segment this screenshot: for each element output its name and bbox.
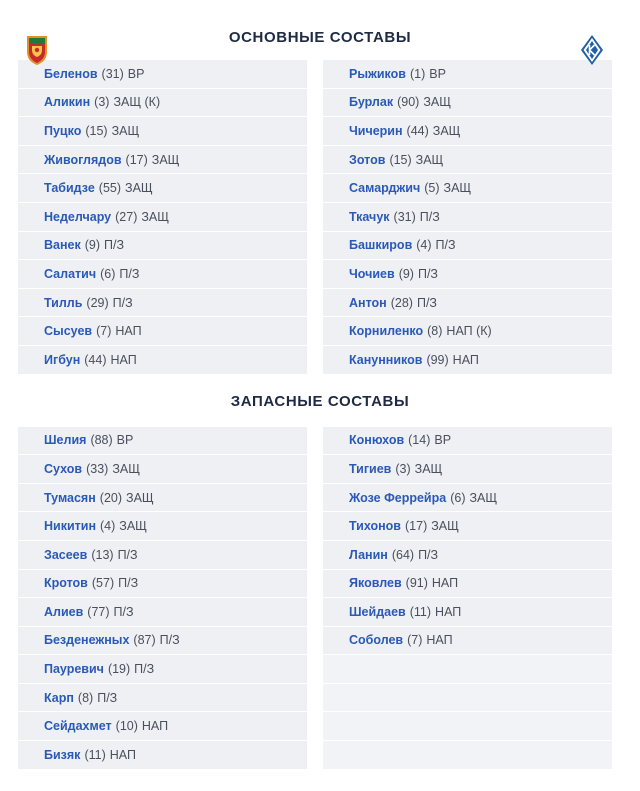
player-number: (8) (427, 324, 443, 339)
player-name-link[interactable]: Рыжиков (349, 66, 406, 81)
player-number: (91) (405, 576, 428, 591)
player-number: (44) (84, 352, 107, 367)
player-name-link[interactable]: Тихонов (349, 519, 401, 534)
subs-lineups-header (0, 377, 640, 427)
player-row (323, 541, 612, 569)
player-name-link[interactable]: Безденежных (44, 633, 130, 648)
player-number: (15) (389, 152, 412, 167)
player-row (18, 741, 307, 769)
player-number: (13) (91, 547, 114, 562)
player-name-link[interactable]: Тумасян (44, 490, 96, 505)
player-name-link[interactable]: Шейдаев (349, 604, 406, 619)
player-number: (8) (77, 690, 94, 705)
player-name-link[interactable]: Шелия (44, 433, 87, 448)
player-position: НАП (452, 352, 479, 367)
player-number: (4) (100, 519, 116, 534)
player-name-link[interactable]: Самарджич (349, 181, 421, 196)
player-position: ЗАЩ (К) (113, 95, 161, 110)
player-position: П/З (419, 209, 440, 224)
player-number: (11) (84, 747, 106, 762)
player-row (323, 146, 612, 174)
player-number: (3) (395, 461, 411, 476)
player-position: ЗАЩ (414, 461, 443, 476)
player-name-link[interactable]: Сысуев (44, 324, 93, 339)
player-position: ЗАЩ (141, 209, 169, 224)
player-number: (33) (86, 461, 109, 476)
player-number: (5) (424, 181, 440, 196)
player-row (18, 541, 307, 569)
player-name-link[interactable]: Тилль (44, 295, 83, 310)
player-number: (6) (450, 490, 466, 505)
player-number: (19) (107, 662, 131, 677)
player-position: НАП (435, 604, 462, 619)
player-row (323, 598, 612, 626)
player-position: ЗАЩ (112, 461, 140, 476)
player-row (323, 455, 612, 483)
player-row (323, 484, 612, 512)
player-position: ЗАЩ (415, 152, 444, 167)
player-position: ЗАЩ (151, 152, 180, 167)
player-name-link[interactable]: Антон (349, 295, 387, 310)
player-number: (9) (398, 266, 414, 281)
player-name-link[interactable]: Бурлак (349, 95, 394, 110)
player-number: (14) (408, 433, 431, 448)
player-position: ЗАЩ (431, 519, 459, 534)
player-position: ЗАЩ (111, 123, 140, 138)
player-number: (17) (125, 152, 148, 167)
player-position: НАП (110, 352, 137, 367)
player-number: (44) (406, 123, 429, 138)
subs-lineups-title: ЗАПАСНЫЕ СОСТАВЫ (230, 393, 410, 411)
player-number: (31) (101, 66, 124, 81)
away-subs-list (323, 427, 612, 770)
player-number: (31) (393, 209, 416, 224)
player-number: (10) (115, 719, 138, 734)
player-number: (9) (84, 238, 101, 253)
player-position: П/З (435, 238, 456, 253)
player-row (323, 512, 612, 540)
player-name-link[interactable]: Сухов (44, 461, 83, 476)
player-number: (77) (87, 604, 110, 619)
player-row (323, 346, 612, 374)
player-number: (88) (90, 433, 113, 448)
player-position: ЗАЩ (443, 181, 472, 196)
player-position: П/З (417, 266, 438, 281)
player-row (18, 655, 307, 683)
player-position: ЗАЩ (423, 95, 451, 110)
empty-row (323, 684, 612, 712)
player-position: ВР (116, 433, 134, 448)
player-row (323, 232, 612, 260)
player-row (323, 260, 612, 288)
player-name-link[interactable]: Ткачук (349, 209, 390, 224)
player-number: (27) (115, 209, 138, 224)
player-name-link[interactable]: Беленов (44, 66, 98, 81)
main-lineups-header (0, 14, 640, 60)
player-name-link[interactable]: Карп (44, 690, 74, 705)
subs-lineups-columns (0, 427, 640, 770)
player-row (18, 203, 307, 231)
player-row (18, 427, 307, 455)
player-position: ВР (429, 66, 446, 81)
player-number: (3) (94, 95, 110, 110)
player-row (18, 89, 307, 117)
player-row (323, 427, 612, 455)
player-row (18, 146, 307, 174)
player-position: ЗАЩ (469, 490, 498, 505)
player-position: П/З (112, 295, 133, 310)
player-row (323, 89, 612, 117)
player-name-link[interactable]: Ванек (44, 238, 81, 253)
player-number: (6) (100, 266, 116, 281)
player-number: (64) (391, 547, 415, 562)
player-position: П/З (113, 604, 134, 619)
player-position: НАП (141, 719, 169, 734)
player-row (18, 627, 307, 655)
player-row (323, 289, 612, 317)
player-position: НАП (115, 324, 142, 339)
player-row (18, 289, 307, 317)
player-position: П/З (416, 295, 437, 310)
player-row (323, 203, 612, 231)
player-name-link[interactable]: Игбун (44, 352, 81, 367)
player-position: ВР (434, 433, 452, 448)
player-number: (29) (86, 295, 109, 310)
player-number: (57) (91, 576, 115, 591)
player-row (18, 260, 307, 288)
ufa-crest-icon (26, 34, 48, 66)
player-row (18, 598, 307, 626)
empty-row (323, 741, 612, 769)
player-name-link[interactable]: Башкиров (349, 238, 413, 253)
player-name-link[interactable]: Жозе Феррейра (349, 490, 447, 505)
player-row (18, 117, 307, 145)
player-position: П/З (104, 238, 125, 253)
player-row (18, 570, 307, 598)
player-row (18, 317, 307, 345)
player-name-link[interactable]: Никитин (44, 519, 97, 534)
player-row (18, 484, 307, 512)
player-name-link[interactable]: Табидзе (44, 181, 95, 196)
player-number: (55) (98, 181, 122, 196)
player-name-link[interactable]: Чичерин (349, 123, 403, 138)
player-number: (99) (426, 352, 449, 367)
player-name-link[interactable]: Неделчару (44, 209, 112, 224)
player-position: ЗАЩ (119, 519, 147, 534)
player-number: (28) (390, 295, 413, 310)
player-number: (7) (96, 324, 112, 339)
main-lineups-title: ОСНОВНЫЕ СОСТАВЫ (228, 28, 412, 46)
player-number: (90) (397, 95, 420, 110)
player-position: ЗАЩ (126, 490, 154, 505)
player-position: П/З (97, 690, 118, 705)
player-row (18, 60, 307, 88)
lineups-panel (0, 14, 640, 770)
player-row (18, 512, 307, 540)
player-position: П/З (134, 662, 155, 677)
player-name-link[interactable]: Тигиев (349, 461, 392, 476)
player-row (18, 346, 307, 374)
player-name-link[interactable]: Конюхов (349, 433, 405, 448)
player-name-link[interactable]: Зотов (349, 152, 386, 167)
player-row (323, 317, 612, 345)
player-name-link[interactable]: Пуцко (44, 123, 82, 138)
player-row (323, 627, 612, 655)
player-number: (17) (405, 519, 428, 534)
player-position: НАП (426, 633, 453, 648)
player-name-link[interactable]: Яковлев (349, 576, 402, 591)
player-name-link[interactable]: Алиев (44, 604, 84, 619)
krylia-sovetov-crest-icon (580, 34, 604, 66)
player-name-link[interactable]: Ланин (349, 547, 388, 562)
player-name-link[interactable]: Салатич (44, 266, 97, 281)
player-name-link[interactable]: Живоглядов (44, 152, 122, 167)
player-position: ЗАЩ (432, 123, 461, 138)
player-number: (87) (133, 633, 156, 648)
home-main-list (18, 60, 307, 375)
player-name-link[interactable]: Чочиев (349, 266, 395, 281)
player-name-link[interactable]: Пауревич (44, 662, 104, 677)
player-name-link[interactable]: Канунников (349, 352, 423, 367)
player-number: (15) (85, 123, 108, 138)
player-row (323, 570, 612, 598)
empty-row (323, 655, 612, 683)
player-row (18, 232, 307, 260)
player-position: П/З (418, 547, 439, 562)
player-number: (4) (416, 238, 432, 253)
player-position: НАП (109, 747, 136, 762)
away-main-list (323, 60, 612, 375)
player-name-link[interactable]: Бизяк (44, 747, 81, 762)
player-position: П/З (117, 547, 138, 562)
player-position: ЗАЩ (125, 181, 153, 196)
player-number: (20) (99, 490, 123, 505)
player-name-link[interactable]: Сейдахмет (44, 719, 112, 734)
player-position: НАП (К) (446, 324, 492, 339)
player-name-link[interactable]: Засеев (44, 547, 88, 562)
player-number: (7) (407, 633, 423, 648)
player-row (18, 684, 307, 712)
player-position: ВР (127, 66, 145, 81)
player-position: П/З (118, 576, 139, 591)
player-row (323, 174, 612, 202)
player-position: П/З (119, 266, 140, 281)
player-name-link[interactable]: Корниленко (349, 324, 424, 339)
player-row (18, 712, 307, 740)
player-row (18, 455, 307, 483)
player-name-link[interactable]: Аликин (44, 95, 91, 110)
player-name-link[interactable]: Соболев (349, 633, 404, 648)
main-lineups-columns (0, 60, 640, 375)
player-number: (1) (409, 66, 426, 81)
home-subs-list (18, 427, 307, 770)
player-position: НАП (431, 576, 459, 591)
player-row (18, 174, 307, 202)
player-number: (11) (409, 604, 432, 619)
player-row (323, 60, 612, 88)
player-position: П/З (159, 633, 180, 648)
player-row (323, 117, 612, 145)
empty-row (323, 712, 612, 740)
player-name-link[interactable]: Кротов (44, 576, 88, 591)
